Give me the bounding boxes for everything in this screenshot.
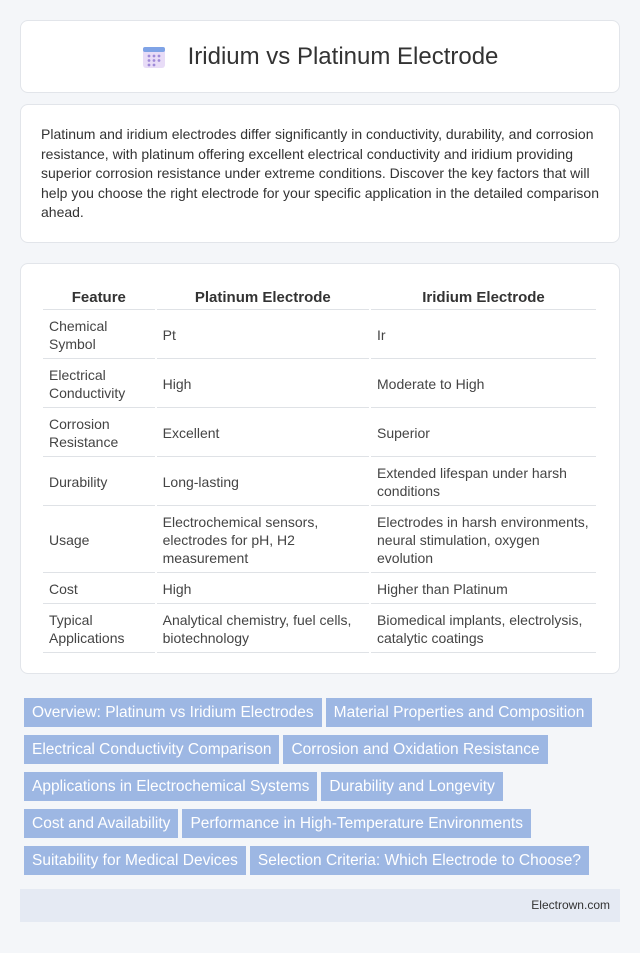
topic-tag[interactable]: Cost and Availability bbox=[24, 809, 178, 838]
topic-tag[interactable]: Performance in High-Temperature Environments bbox=[182, 809, 531, 838]
table-cell: Durability bbox=[43, 459, 155, 506]
table-cell: High bbox=[157, 575, 369, 604]
topic-tag[interactable]: Durability and Longevity bbox=[321, 772, 502, 801]
topic-tag[interactable]: Overview: Platinum vs Iridium Electrodes bbox=[24, 698, 322, 727]
header-iridium: Iridium Electrode bbox=[371, 286, 596, 310]
footer bbox=[20, 889, 620, 922]
topic-tag[interactable]: Applications in Electrochemical Systems bbox=[24, 772, 317, 801]
topic-tags bbox=[24, 698, 620, 883]
header-platinum: Platinum Electrode bbox=[157, 286, 369, 310]
table-row bbox=[43, 361, 596, 408]
page-title: Iridium vs Platinum Electrode bbox=[187, 42, 499, 70]
table-cell: Chemical Symbol bbox=[43, 312, 155, 359]
table-cell: Analytical chemistry, fuel cells, biotechnology bbox=[157, 606, 369, 653]
topic-tag[interactable]: Material Properties and Composition bbox=[326, 698, 593, 727]
table-cell: Ir bbox=[371, 312, 596, 359]
table-cell: Electrodes in harsh environments, neural stimulation, oxygen evolution bbox=[371, 508, 596, 573]
table-cell: Electrical Conductivity bbox=[43, 361, 155, 408]
table-row bbox=[43, 312, 596, 359]
table-row bbox=[43, 508, 596, 573]
comparison-table-card bbox=[20, 263, 620, 674]
table-cell: Superior bbox=[371, 410, 596, 457]
topic-tag[interactable]: Selection Criteria: Which Electrode to Choose? bbox=[250, 846, 589, 875]
table-cell: Electrochemical sensors, electrodes for pH, H2 measurement bbox=[157, 508, 369, 573]
table-row bbox=[43, 606, 596, 653]
table-cell: Higher than Platinum bbox=[371, 575, 596, 604]
table-cell: Moderate to High bbox=[371, 361, 596, 408]
table-row bbox=[43, 459, 596, 506]
table-cell: Long-lasting bbox=[157, 459, 369, 506]
table-header-row bbox=[43, 286, 596, 310]
topic-tag[interactable]: Suitability for Medical Devices bbox=[24, 846, 246, 875]
table-cell: Usage bbox=[43, 508, 155, 573]
table-cell: Excellent bbox=[157, 410, 369, 457]
table-cell: Typical Applications bbox=[43, 606, 155, 653]
table-row bbox=[43, 410, 596, 457]
calendar-grid-icon bbox=[142, 45, 166, 69]
table-cell: Pt bbox=[157, 312, 369, 359]
header-feature: Feature bbox=[43, 286, 155, 310]
table-cell: Corrosion Resistance bbox=[43, 410, 155, 457]
table-cell: Biomedical implants, electrolysis, catalytic coatings bbox=[371, 606, 596, 653]
table-cell: Extended lifespan under harsh conditions bbox=[371, 459, 596, 506]
comparison-table bbox=[41, 284, 598, 655]
table-row bbox=[43, 575, 596, 604]
intro-card bbox=[20, 104, 620, 243]
topic-tag[interactable]: Corrosion and Oxidation Resistance bbox=[283, 735, 547, 764]
table-cell: Cost bbox=[43, 575, 155, 604]
intro-text: Platinum and iridium electrodes differ significantly in conductivity, durability, and corrosion resistance, with platinum offering excellent electrical conductivity and iridium providing superior corrosion resistance under extreme conditions. Discover the key factors that will help you choose the right electrode for your specific application in the detailed comparison ahead. bbox=[41, 126, 599, 220]
footer-site-name[interactable]: Electrown.com bbox=[531, 898, 610, 912]
topic-tag[interactable]: Electrical Conductivity Comparison bbox=[24, 735, 279, 764]
title-card bbox=[20, 20, 620, 93]
table-cell: High bbox=[157, 361, 369, 408]
